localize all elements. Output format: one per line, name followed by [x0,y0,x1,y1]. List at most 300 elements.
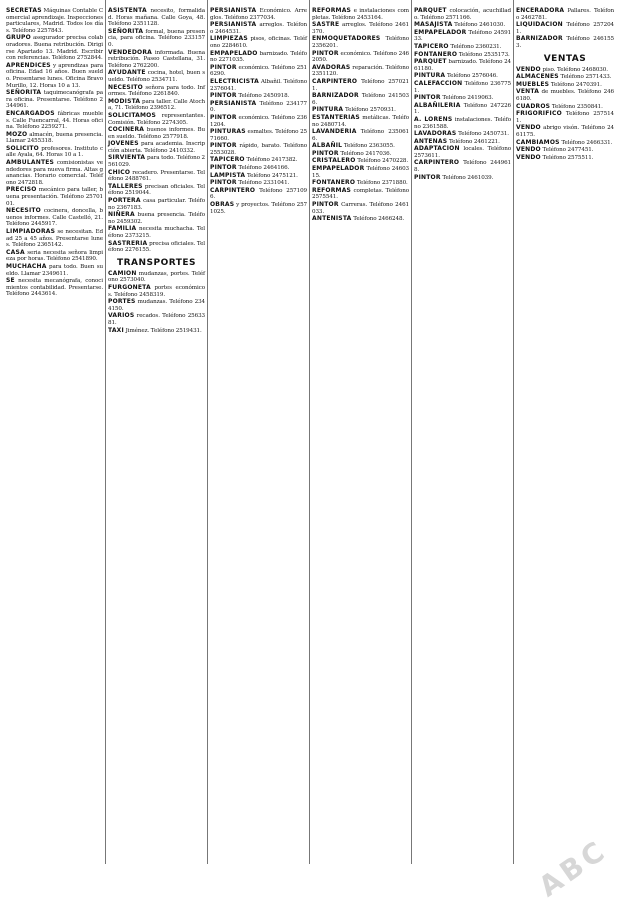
ad-text: Teléfono 2450918. [238,93,290,100]
ad-keyword: SIRVIENTA [108,154,146,162]
ad-text: portes económicos. Teléfono 2458319. [108,284,205,298]
ads-column [514,0,616,864]
ad-keyword: ELECTRICISTA [210,77,259,85]
ad-keyword: CAMION [108,269,137,277]
ad-text: mudanzas. Teléfono 2344150. [108,299,205,312]
classified-ad [414,175,511,182]
ad-keyword: PARQUET [414,7,447,14]
classified-ad [6,187,103,207]
ad-text: Teléfono 2466248. [353,216,405,223]
classified-ad [414,44,511,51]
ad-text: taquimecanógrafa para oficina. Presentarse. Teléfono 2344961. [6,90,103,110]
ad-text: se necesitan. Edad 25 a 45 años. Presentarse lunes. Teléfono 2365142. [6,229,103,249]
ad-text: Teléfono 2477451. [542,147,594,154]
ad-keyword: CUADROS [516,102,551,110]
ad-text: Económico. Arreglos. Teléfono 2377034. [210,8,307,21]
ad-keyword: EMPAPELADOR [414,28,467,36]
ad-text: Teléfono 2461030. [454,22,506,29]
ad-text: Teléfono 2360231. [450,43,502,50]
classified-ad [312,151,409,158]
classified-ad [516,104,614,111]
ad-keyword: ENCARGADOS [6,109,55,117]
ad-keyword: ENCERADORA [516,7,565,14]
ad-keyword: LAMPISTA [210,171,246,179]
classified-ad [312,79,409,92]
classified-ad [108,170,205,183]
classified-ad [210,165,307,172]
ad-keyword: VENDO [516,146,541,154]
ad-keyword: AYUDANTE [108,69,146,77]
ad-keyword: CARPINTERO [312,77,358,85]
ad-keyword: SEÑORITA [108,27,144,35]
ad-text: esmaltes. Teléfono 2571660. [210,129,308,142]
ad-keyword: PERSIANISTA [210,99,257,107]
classified-ad [6,132,103,145]
classified-ad [312,93,409,106]
ad-text: Teléfono 2472261. [414,102,511,116]
ad-keyword: JOVENES [108,140,139,148]
ad-keyword: MODISTA [108,97,141,105]
ad-keyword: EMPAPELADO [210,49,258,57]
ad-text: Teléfono 2576046. [446,73,498,80]
classified-ad [210,65,307,78]
ad-text: profesores. Instituto calle Ayala, 64. Horas 10 a 1. [6,145,103,159]
ad-keyword: LAVADORAS [414,130,457,138]
classified-ad [108,85,205,98]
ad-text: Teléfono 2571096. [210,187,307,201]
classified-ad [6,229,103,249]
ad-text: económico. Teléfono 2361204. [210,114,307,128]
classified-ad [108,113,205,126]
classified-ad [108,70,205,83]
ad-keyword: PINTOR [210,63,237,71]
ad-text: Teléfono 2417382. [246,157,298,164]
ad-keyword: PARQUET [414,58,447,66]
classified-ad [6,146,103,159]
classified-ad [6,208,103,228]
ad-keyword: FAMILIA [108,225,137,233]
ad-text: necesita mecanógrafa, conocimientos contabilidad. Presentarse. Teléfono 2443614. [6,278,104,298]
ad-text: informada. Buena retribución. Paseo Castellana, 31. Teléfono 2762200. [108,49,205,69]
ad-text: piso. Teléfono 2468030. [542,66,608,73]
ad-text: Teléfono 2417036. [340,150,392,157]
ad-keyword: SOLICITO [6,144,39,152]
classified-ad [210,93,307,100]
classified-ad [312,202,409,215]
ad-text: para taller. Calle Atocha, 71. Teléfono 2396512. [108,98,205,112]
ads-column [106,0,208,864]
ad-keyword: CAMBIAMOS [516,138,560,146]
classified-ad [108,212,205,225]
classified-ad [108,328,205,335]
classified-ad [210,143,307,156]
ad-keyword: CASA [6,248,25,256]
classified-ad [108,99,205,112]
ad-text: Teléfono 2331041. [238,180,290,187]
ad-text: seria necesita señora limpieza por horas. Teléfono 2541890. [6,249,103,263]
ad-text: Teléfono 2363055. [343,143,395,150]
ad-keyword: MUEBLES [516,80,550,88]
classified-ad [414,160,511,173]
classified-ad [108,226,205,239]
ad-keyword: PINTOR [312,149,339,157]
classified-ad [312,166,409,179]
ad-keyword: PINTOR [210,92,237,100]
ad-text: necesita muchacha. Teléfono 2373215. [108,226,205,239]
ad-keyword: VARIOS [108,312,135,320]
ad-keyword: MOZO [6,130,28,138]
ad-text: Teléfono 2459133. [414,29,511,43]
ads-column [310,0,412,864]
classified-ad [414,139,511,146]
ad-text: para todo. Buen sueldo. Llamar 2349611. [6,263,103,277]
ad-keyword: SECRETAS [6,7,42,14]
ad-keyword: OBRAS [210,201,235,209]
ad-keyword: SE [6,277,15,285]
ad-keyword: LIMPIADORAS [6,228,56,235]
ad-keyword: ADAPTACION [414,145,460,153]
ad-keyword: TAPICERO [210,156,245,164]
ad-keyword: TAXI [108,326,124,334]
ad-keyword: CRISTALERO [312,157,356,165]
ad-text: rápido, barato. Teléfono 2553028. [210,143,307,156]
ad-keyword: CARPINTERO [210,186,256,194]
ad-keyword: AVADORAS [312,63,351,71]
classified-ad [312,158,409,165]
classified-ad [414,59,511,72]
ad-text: completas. Teléfono 2575541. [312,187,409,201]
ad-text: necesito, formalidad. Horas mañana. Calle Goya, 48. Teléfono 2351128. [108,8,205,28]
classified-ad [210,36,307,49]
classified-ad [312,129,409,142]
ad-keyword: CARPINTERO [414,159,460,167]
ad-text: representantes. Comisión. Teléfono 2274305. [108,112,205,126]
ad-keyword: A. LORENS [414,115,453,123]
ad-text: señora para todo. Informes. Teléfono 2261840. [108,84,205,98]
classified-ad [414,52,511,59]
ad-text: pisos, oficinas. Teléfono 2284610. [210,36,307,49]
ad-text: Carreras. Teléfono 2461033. [312,202,409,215]
classified-ad [414,103,511,116]
classified-ad [108,198,205,211]
ad-keyword: SOLICITAMOS [108,111,156,119]
classified-ad [108,155,205,168]
ad-keyword: EMPAPELADOR [312,165,365,173]
ad-keyword: VENTA [516,88,540,96]
ad-text: buena presencia. Teléfono 2459302. [108,212,205,225]
ad-text: Teléfono 2535173. [458,51,510,58]
ad-text: Teléfono 2367751. [414,80,511,94]
classified-ad [108,29,205,49]
ad-text: recados. Teléfono 2563381. [108,313,205,326]
classified-ad [210,188,307,201]
ad-text: mecánico para taller, buena presentación. Teléfono 2570101. [6,187,103,207]
ads-column [412,0,514,864]
ad-text: Teléfono 2450731. [458,131,509,138]
ad-keyword: PINTOR [210,113,237,121]
ad-text: cocinera, doncella, buenos informes. Calle Castelló, 21. Teléfono 2445917. [6,208,103,228]
classified-ad [414,95,511,102]
ad-text: Teléfono 2570931. [344,107,396,114]
ad-text: Teléfono 2461553. [516,36,614,49]
ad-text: Teléfono 2415036. [312,93,409,106]
classified-page [4,0,616,864]
ad-keyword: APRENDICES [6,61,51,69]
ad-keyword: MUCHACHA [6,262,47,270]
classified-ad [6,278,103,298]
classified-ad [516,111,614,124]
classified-ad [6,90,103,110]
classified-ad [312,22,409,35]
ad-keyword: SEÑORITA [6,89,42,97]
classified-ad [6,264,103,277]
ad-keyword: ANTENISTA [312,215,352,223]
ad-text: económico. Teléfono 2462050. [312,50,409,64]
ad-keyword: ANTENAS [414,137,448,145]
classified-ad [312,115,409,128]
classified-ad [108,299,205,312]
ad-text: Teléfono 2371880. [356,180,408,187]
ad-text: Teléfono 2449618. [414,160,511,174]
classified-ad [414,22,511,29]
classified-ad [210,129,307,142]
ads-column [208,0,310,864]
ad-keyword: COCINERA [108,126,145,134]
classified-ad [516,140,614,147]
ad-keyword: PINTURAS [210,128,246,136]
ad-text: Teléfono 2571433. [560,74,612,81]
ad-keyword: SASTRERIA [108,239,148,247]
ad-text: Teléfono 2470228. [357,158,409,165]
classified-ad [210,173,307,180]
classified-ad [108,141,205,154]
ad-text: Pallares. Teléfono 2462781. [516,8,614,21]
ad-text: asegurador precisa colaboradores. Buena retribución. Dirigirse Apartado 13. Madrid. Escribir con referencias. Teléfono 2752844. [6,35,103,62]
classified-ad [6,160,103,186]
classified-ad [312,180,409,187]
ad-keyword: PINTOR [210,179,237,187]
classified-ad [414,146,511,159]
ad-text: almacén, buena presencia. Llamar 2455318. [6,131,103,145]
ad-text: Teléfono 2356201. [312,36,409,49]
classified-ad [516,22,614,35]
ad-text: Albañil. Teléfono 2376041. [210,78,307,92]
ad-keyword: PINTOR [414,94,441,102]
classified-ad [108,127,205,140]
ad-text: comisionistas vendedores para nueva firma. Altas ganancias. Horario comercial. Teléfono 2472818. [6,160,103,186]
ad-text: fábricas muebles. Calle Fuencarral, 44. Horas oficina. Teléfono 2259271. [6,110,103,131]
classified-ad [108,271,205,284]
classified-ad [414,131,511,138]
classified-ad [516,89,614,102]
ad-text: Jiménez. Teléfono 2519431. [125,327,202,334]
ad-text: Teléfono 2350841. [551,103,603,110]
ad-keyword: ENMOQUETADORES [312,35,381,43]
ad-keyword: LAVANDERIA [312,128,357,136]
classified-ad [108,8,205,28]
ad-text: económico. Teléfono 2516290. [210,64,307,78]
ad-text: Teléfono 2466331. [561,139,613,146]
ad-text: cocina, hotel, buen sueldo. Teléfono 2534711. [108,70,205,83]
ad-keyword: ALMACENES [516,73,559,81]
classified-ad [6,250,103,263]
ad-keyword: REFORMAS [312,186,352,194]
classified-ad [414,8,511,21]
ad-text: Teléfono 2475121. [246,172,298,179]
ad-keyword: PERSIANISTA [210,7,257,14]
ad-keyword: VENDEDORA [108,48,152,56]
classified-ad [108,285,205,298]
ad-text: para todo. Teléfono 2561029. [108,155,206,169]
ad-text: Teléfono 2575141. [516,111,614,124]
ad-keyword: FURGONETA [108,283,151,291]
classified-ad [6,63,103,89]
classified-ad [6,111,103,131]
classified-ad [516,125,614,138]
classified-ad [312,36,409,49]
section-heading: VENTAS [543,53,587,64]
section-heading: TRANSPORTES [116,257,197,268]
ad-text: y aprendizas para oficina. Edad 16 años. Buen sueldo. Presentarse lunes. Oficina Bravo Murillo, 12. Horas 10 a 13. [6,62,103,89]
ad-keyword: BARNIZADOR [312,92,359,100]
classified-ad [414,117,511,130]
ad-keyword: PINTOR [312,49,339,57]
ad-text: de muebles. Teléfono 2466180. [516,89,614,102]
classified-ad [108,50,205,70]
ad-text: Teléfono 2470391. [550,81,602,88]
ad-text: arreglos. Teléfono 2464531. [210,22,307,35]
ad-text: Teléfono 2575511. [542,154,594,161]
ad-keyword: PINTOR [210,142,237,150]
ad-keyword: ALBAÑIL [312,142,343,150]
classified-ad [516,36,614,49]
classified-ad [108,313,205,326]
classified-ad [210,51,307,64]
ad-keyword: PERSIANISTA [210,21,257,29]
ad-text: Teléfono 2419063. [442,95,494,102]
classified-ad [210,8,307,21]
classified-ad [108,241,205,254]
classified-ad [210,101,307,114]
ad-text: barnizado. Teléfono 2271035. [210,50,307,64]
ad-keyword: ESTANTERIAS [312,113,360,121]
ad-keyword: REFORMAS [312,7,352,14]
ads-column [4,0,106,864]
ad-text: para academia. Inscripción abierta. Teléfono 2410332. [108,141,205,154]
classified-ad [516,67,614,74]
ad-keyword: FRIGORIFICO [516,110,562,118]
ad-text: mudanzas, portes. Teléfono 2573040. [108,270,205,284]
ad-text: Teléfono 2350616. [312,129,409,142]
classified-ad [108,184,205,197]
classified-ad [414,73,511,80]
classified-ad [414,30,511,43]
ad-text: precisa oficiales. Teléfono 2276155. [108,240,205,254]
ad-keyword: PINTURA [414,72,446,80]
classified-ad [210,115,307,128]
ad-keyword: VENDO [516,153,541,161]
classified-ad [414,81,511,94]
classified-ad [516,74,614,81]
classified-ad [516,8,614,21]
ad-keyword: PINTOR [312,201,339,209]
ad-keyword: TALLERES [108,182,143,190]
classified-ad [516,155,614,162]
ad-keyword: FONTANERO [312,179,356,187]
ad-text: locales. Teléfono 2573611. [414,146,511,159]
classified-ad [312,188,409,201]
ad-keyword: LIQUIDACION [516,21,563,29]
ad-keyword: ALBAÑILERIA [414,101,461,109]
classified-ad [6,35,103,61]
ad-keyword: PINTOR [210,164,237,172]
ad-keyword: PINTURA [312,106,344,114]
classified-ad [312,143,409,150]
classified-ad [210,202,307,215]
ad-text: Máquinas Contable Comercial aprendizaje. Inspecciones particulares, Madrid. Todos los días. Teléfono 2257843. [6,8,103,34]
classified-ad [210,22,307,35]
ad-text: Teléfono 2464166. [238,165,290,172]
ad-text: Teléfono 2572041. [516,22,614,35]
classified-ad [6,8,103,34]
ad-text: colocación, acuchillado. Teléfono 2571166. [414,8,511,21]
ad-text: Teléfono 2341770. [210,100,307,114]
ad-text: metálicas. Teléfono 2480714. [312,114,409,128]
ad-text: formal, buena presencia, para oficina. Teléfono 2331570. [108,28,206,48]
ad-keyword: ASISTENTA [108,7,147,14]
ad-keyword: SASTRE [312,21,340,29]
classified-ad [210,180,307,187]
ad-keyword: AMBULANTES [6,159,55,167]
ad-text: Teléfono 2461221. [448,138,500,145]
ad-text: Teléfono 2570211. [312,78,409,92]
classified-ad [210,79,307,92]
ad-text: casa particular. Teléfono 2367183. [108,198,205,211]
classified-ad [516,82,614,89]
classified-ad [312,51,409,64]
ad-keyword: PINTOR [414,173,441,181]
ad-keyword: VENDO [516,65,541,73]
ad-text: precisan oficiales. Teléfono 2519044. [108,183,205,197]
ad-text: e instalaciones completas. Teléfono 2453164. [312,8,409,21]
ad-keyword: NECESITO [6,207,41,215]
ad-keyword: NECESITO [108,83,143,91]
ad-keyword: MASAJISTA [414,21,453,29]
ad-keyword: CALEFACCION [414,79,463,87]
ad-keyword: FONTANERO [414,50,458,58]
ad-keyword: VENDO [516,124,541,132]
classified-ad [312,107,409,114]
ad-text: buenos informes. Buen sueldo. Teléfono 2577918. [108,127,205,140]
ad-keyword: PORTES [108,298,136,306]
ad-text: abrigo visón. Teléfono 2461175. [516,125,614,138]
ad-text: reparación. Teléfono 2351120. [312,64,409,78]
abc-watermark: ABC [533,832,614,903]
ad-text: barnizado. Teléfono 2461180. [414,59,511,72]
ad-keyword: BARNIZADOR [516,35,563,43]
ad-text: arreglos. Teléfono 2461370. [312,22,409,35]
ad-keyword: PRECISO [6,186,37,194]
ad-keyword: CHICO [108,168,131,176]
ad-text: instalaciones. Teléfono 2361588. [414,116,511,130]
ad-text: Teléfono 2460315. [312,166,409,179]
ad-text: Teléfono 2461039. [442,174,494,181]
classified-ad [312,65,409,78]
ad-keyword: NIÑERA [108,211,135,219]
ad-keyword: PORTERA [108,197,141,205]
classified-ad [516,147,614,154]
classified-ad [312,216,409,223]
